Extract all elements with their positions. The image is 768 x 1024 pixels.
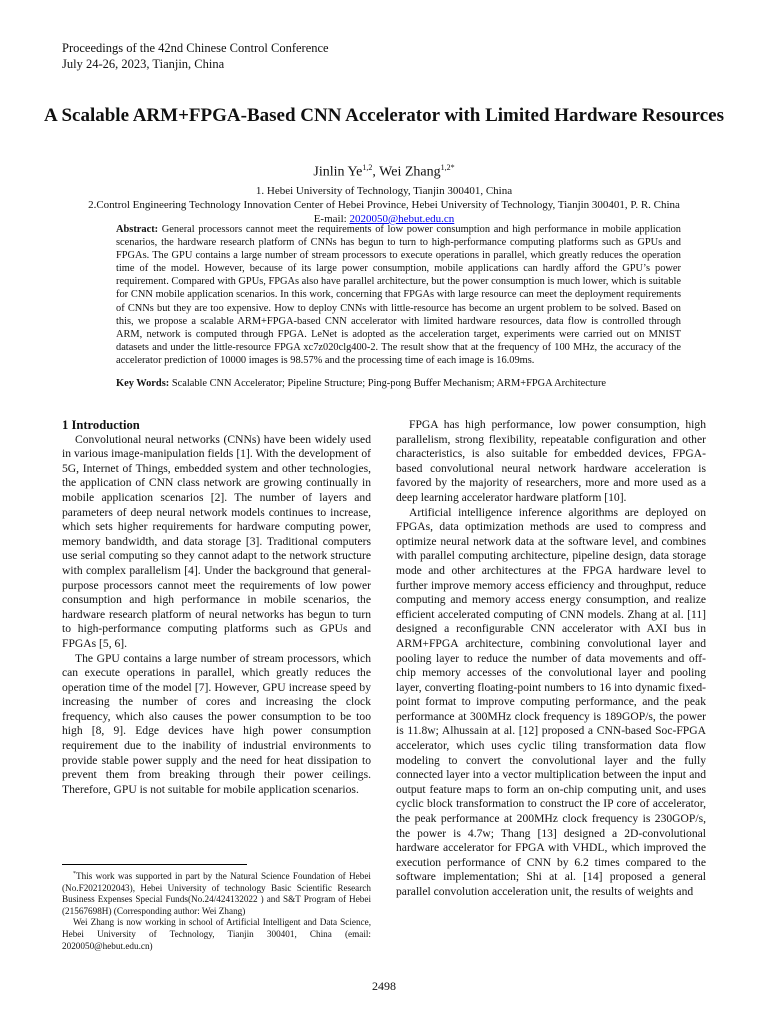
footnote-divider bbox=[62, 864, 247, 865]
footnote-funding bbox=[62, 869, 371, 917]
footnotes bbox=[62, 869, 371, 952]
conference-date-place: July 24-26, 2023, Tianjin, China bbox=[62, 57, 225, 71]
keywords-text: Scalable CNN Accelerator; Pipeline Structure; Ping-pong Buffer Mechanism; ARM+FPGA Architecture bbox=[169, 378, 607, 389]
author-name: Wei Zhang bbox=[379, 164, 441, 180]
footnote-author: Wei Zhang is now working in school of Artificial Intelligent and Data Science, Hebei University of Technology, Tianjin 300401, China (email: 2020050@hebut.edu.cn) bbox=[62, 917, 371, 951]
paragraph: The GPU contains a large number of stream processors, which can execute operations in parallel, which greatly reduces the operation time of the model [7]. However, GPU increase speed by increasing the number of cores and increasing the clock frequency, which also causes the power consumption to be too high [8, 9]. Edge devices have high power consumption requirement due to the inability of industrial environments to provide stable power supply and the need for heat dissipation to prevent them from breaking through their power ceilings. Therefore, GPU is not suitable for mobile application scenarios. bbox=[62, 651, 371, 796]
abstract-text: General processors cannot meet the requirements of low power consumption and high performance in mobile application scenarios, the hardware research platform of CNNs has begun to turn to high-performance computing platforms such as GPUs and FPGAs. The GPU contains a large number of stream processors to execute operations in parallel, which greatly reduces the operation time of the model. However, because of its large power consumption, mobile applications can hardly afford the GPU’s power requirement. Compared with GPUs, FPGAs also have parallel architecture, but the power consumption is much lower, which is suitable for CNN mobile application scenarios. In this work, concerning that FPGAs with large resource can meet the deployment requirements of CNNs but they are too expensive. How to deploy CNNs with little-resource has become an urgent problem to be solved. Based on this, we propose a scalable ARM+FPGA-based CNN accelerator with limited hardware resources, data flow is controlled through ARM, network is computed through FPGA. LeNet is adopted as the acceleration target, experiments were carried out on MNIST datasets and under the little-resource FPGA xc7z020clg400-2. The result show that at the frequency of 100 MHz, the accuracy of the accelerator prediction of 10000 images is 98.57% and the processing time of each image is 16.09ms. bbox=[116, 224, 681, 366]
email-label: E-mail: bbox=[313, 213, 350, 225]
keywords bbox=[116, 377, 681, 390]
paper-title: A Scalable ARM+FPGA-Based CNN Accelerator with Limited Hardware Resources bbox=[44, 105, 724, 126]
abstract-label: Abstract: bbox=[116, 224, 159, 235]
paragraph: Artificial intelligence inference algorithms are deployed on FPGAs, data optimization methods are used to compress and optimize neural network data at the software level, and combines with parallel computing architecture, pipeline design, data storage mode and other architectures at the FPGA hardware level to further improve memory access efficiency and throughput, reduce computing and memory access energy consumption, and realize efficient accelerated computing of CNN models. Zhang at al. [11] designed a reconfigurable CNN accelerator with AXI bus in ARM+FPGA architecture, combining convolutional layer and pooling layer to reduce the number of data movements and off-chip memory accesses of the convolutional layer and pooling layer, converting floating-point numbers to 16 into dynamic fixed-point format to improve computing performance, and the peak performance at 300MHz clock frequency is 189GOP/s, the power is 11.8w; Alhussain at al. [12] proposed a CNN-based Soc-FPGA accelerator, which uses cyclic tiling transformation data flow modeling to convert the convolutional layer and the fully connected layer into a vector multiplication between the input and output feature maps to form an on-chip computing unit, and uses cyclic block transformation to construct the IP core of accelerator, the peak performance at 200MHz clock frequency is 230GOP/s, the power is 4.7w; Thang [13] designed a 2D-convolutional hardware accelerator for FPGA with VHDL, which improved the execution performance of CNN by 6.2 times compared to the software implementation; Shi at al. [14] proposed a general parallel convolution acceleration unit, the results of weights and bbox=[396, 505, 706, 898]
page-number: 2498 bbox=[372, 979, 396, 993]
left-column bbox=[62, 418, 371, 797]
affiliation-1: 1. Hebei University of Technology, Tianjin 300401, China bbox=[255, 185, 513, 197]
author-affiliation-mark: 1,2* bbox=[440, 163, 455, 172]
proceedings-header bbox=[62, 40, 329, 72]
abstract bbox=[116, 223, 681, 367]
author-affiliation-mark: 1,2 bbox=[362, 163, 373, 172]
paragraph: FPGA has high performance, low power consumption, high parallelism, strong flexibility, repeatable configuration and other characteristics, is also suitable for embedded devices, FPGA-based convolutional neural network hardware acceleration is favored by the majority of researchers, more and more used as a deep learning accelerator hardware platform [10]. bbox=[396, 418, 706, 504]
author-line bbox=[0, 163, 768, 181]
author-separator: , bbox=[372, 164, 380, 180]
author-name: Jinlin Ye bbox=[313, 164, 363, 180]
paragraph: Convolutional neural networks (CNNs) have been widely used in various image-manipulation fields [1]. With the development of 5G, Internet of Things, embedded system and other technologies, the application of CNN class network are growing continually in mobile application scenarios [2]. The number of layers and parameters of deep neural network models continues to increase, which sets higher requirements for hardware computing power, memory bandwidth, and data storage [3]. Traditional computers use serial computing so they cannot adapt to the network structure with complex parallelism [4]. Under the background that general-purpose processors cannot meet the requirements of low power consumption and high performance in mobile scenarios, the hardware research platform of neural networks has begun to turn to high-performance computing platforms such as GPUs and FPGAs [5, 6]. bbox=[62, 432, 371, 650]
proceedings-title: Proceedings of the 42nd Chinese Control Conference bbox=[62, 41, 329, 55]
right-column bbox=[396, 418, 706, 900]
footnote-text: This work was supported in part by the Natural Science Foundation of Hebei (No.F2021202043), Hebei University of technology Basic Scientific Research Business Expenses Special Funds(No.24/424132022 ) and S&T Program of Hebei (21567698H) (Corresponding author: Wei Zhang) bbox=[62, 871, 371, 916]
footnote-mark: * bbox=[73, 871, 76, 877]
affiliation-2: 2.Control Engineering Technology Innovation Center of Hebei Province, Hebei University of Technology, Tianjin 300401, P. R. China bbox=[88, 199, 680, 211]
section-heading: 1 Introduction bbox=[62, 418, 140, 432]
keywords-label: Key Words: bbox=[116, 378, 170, 389]
email-link[interactable]: 2020050@hebut.edu.cn bbox=[349, 213, 455, 225]
